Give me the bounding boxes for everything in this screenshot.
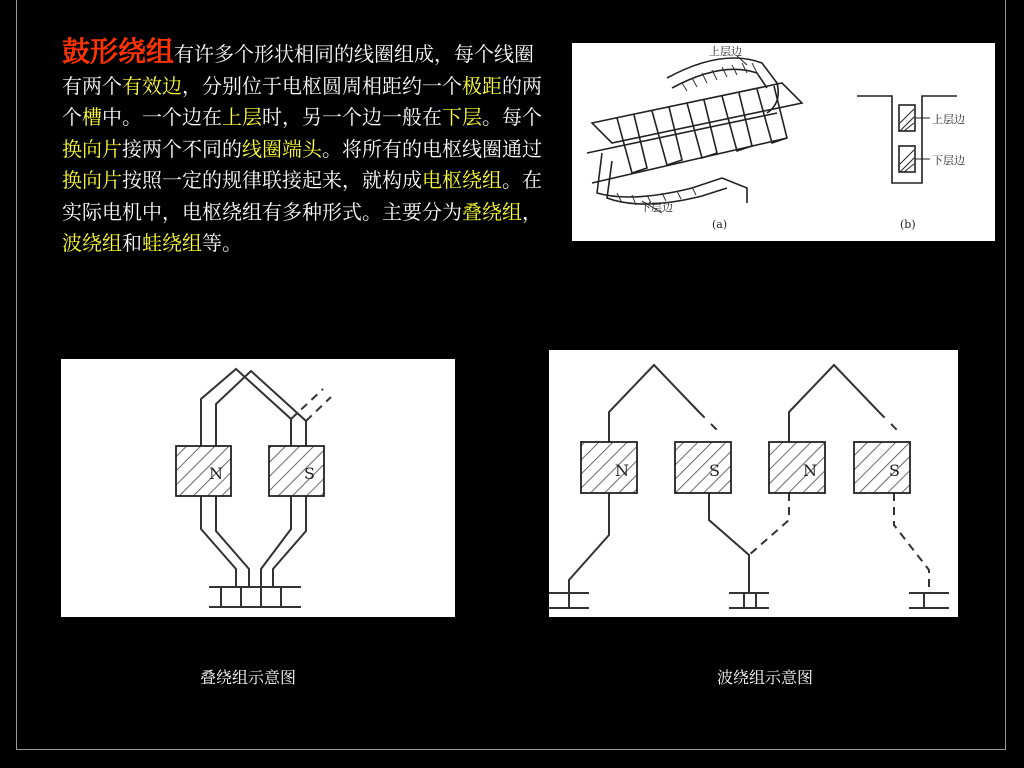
highlighted-term: 换向片	[62, 168, 122, 192]
tag-b: (b)	[900, 218, 916, 231]
highlighted-term: 下层	[442, 105, 482, 129]
highlighted-term: 电枢绕组	[422, 168, 502, 192]
highlighted-term: 极距	[462, 73, 502, 98]
paragraph-text: 接两个不同的	[122, 136, 242, 161]
paragraph-text: 和	[122, 231, 142, 255]
paragraph-text: 。在实际电机中，电枢绕组有多种形式。主要分为	[62, 168, 542, 224]
upper-layer-label-a: 上层边	[709, 45, 742, 58]
wave-pole-1: N	[615, 461, 629, 480]
paragraph-text: 。每个	[482, 105, 542, 129]
lower-layer-label-b: 下层边	[932, 154, 965, 167]
paragraph-text: 的两个	[62, 73, 542, 129]
highlighted-term: 槽	[82, 105, 102, 129]
paragraph-text: 中。一个边在	[102, 105, 222, 129]
paragraph-body	[62, 42, 542, 255]
coil-structure-figure	[572, 43, 995, 241]
wave-winding-caption: 波绕组示意图	[717, 668, 814, 687]
pole-n-label: N	[209, 464, 223, 483]
paragraph-text: ，分别位于电枢圆周相距约一个	[182, 73, 462, 98]
paragraph-title: 鼓形绕组	[62, 35, 175, 68]
highlighted-term: 线圈端头	[242, 136, 322, 161]
paragraph-text: 等。	[202, 231, 242, 255]
pole-s-label: S	[304, 464, 315, 483]
wave-pole-2: S	[709, 461, 720, 480]
highlighted-term: 叠绕组	[462, 199, 522, 224]
paragraph-text: 。将所有的电枢线圈通过	[322, 136, 542, 161]
lower-layer-label-a: 下层边	[640, 201, 673, 214]
lap-winding-caption: 叠绕组示意图	[200, 668, 297, 687]
highlighted-term: 波绕组	[62, 231, 122, 255]
highlighted-term: 蛙绕组	[142, 231, 202, 255]
wave-winding-diagram	[549, 350, 958, 617]
lap-winding-diagram	[61, 359, 455, 617]
wave-pole-3: N	[803, 461, 817, 480]
paragraph-text: 有许多个形状相同的线圈组成，每个线圈有两个	[62, 42, 535, 98]
paragraph-text: 时，另一个边一般在	[262, 105, 442, 129]
highlighted-term: 上层	[222, 105, 262, 129]
highlighted-term: 换向片	[62, 136, 122, 161]
description-paragraph	[62, 36, 542, 260]
paragraph-text: ，	[522, 199, 542, 224]
highlighted-term: 有效边	[122, 73, 182, 98]
upper-layer-label-b: 上层边	[932, 113, 965, 126]
tag-a: (a)	[712, 218, 728, 231]
paragraph-text: 按照一定的规律联接起来，就构成	[122, 168, 422, 192]
wave-pole-4: S	[889, 461, 900, 480]
